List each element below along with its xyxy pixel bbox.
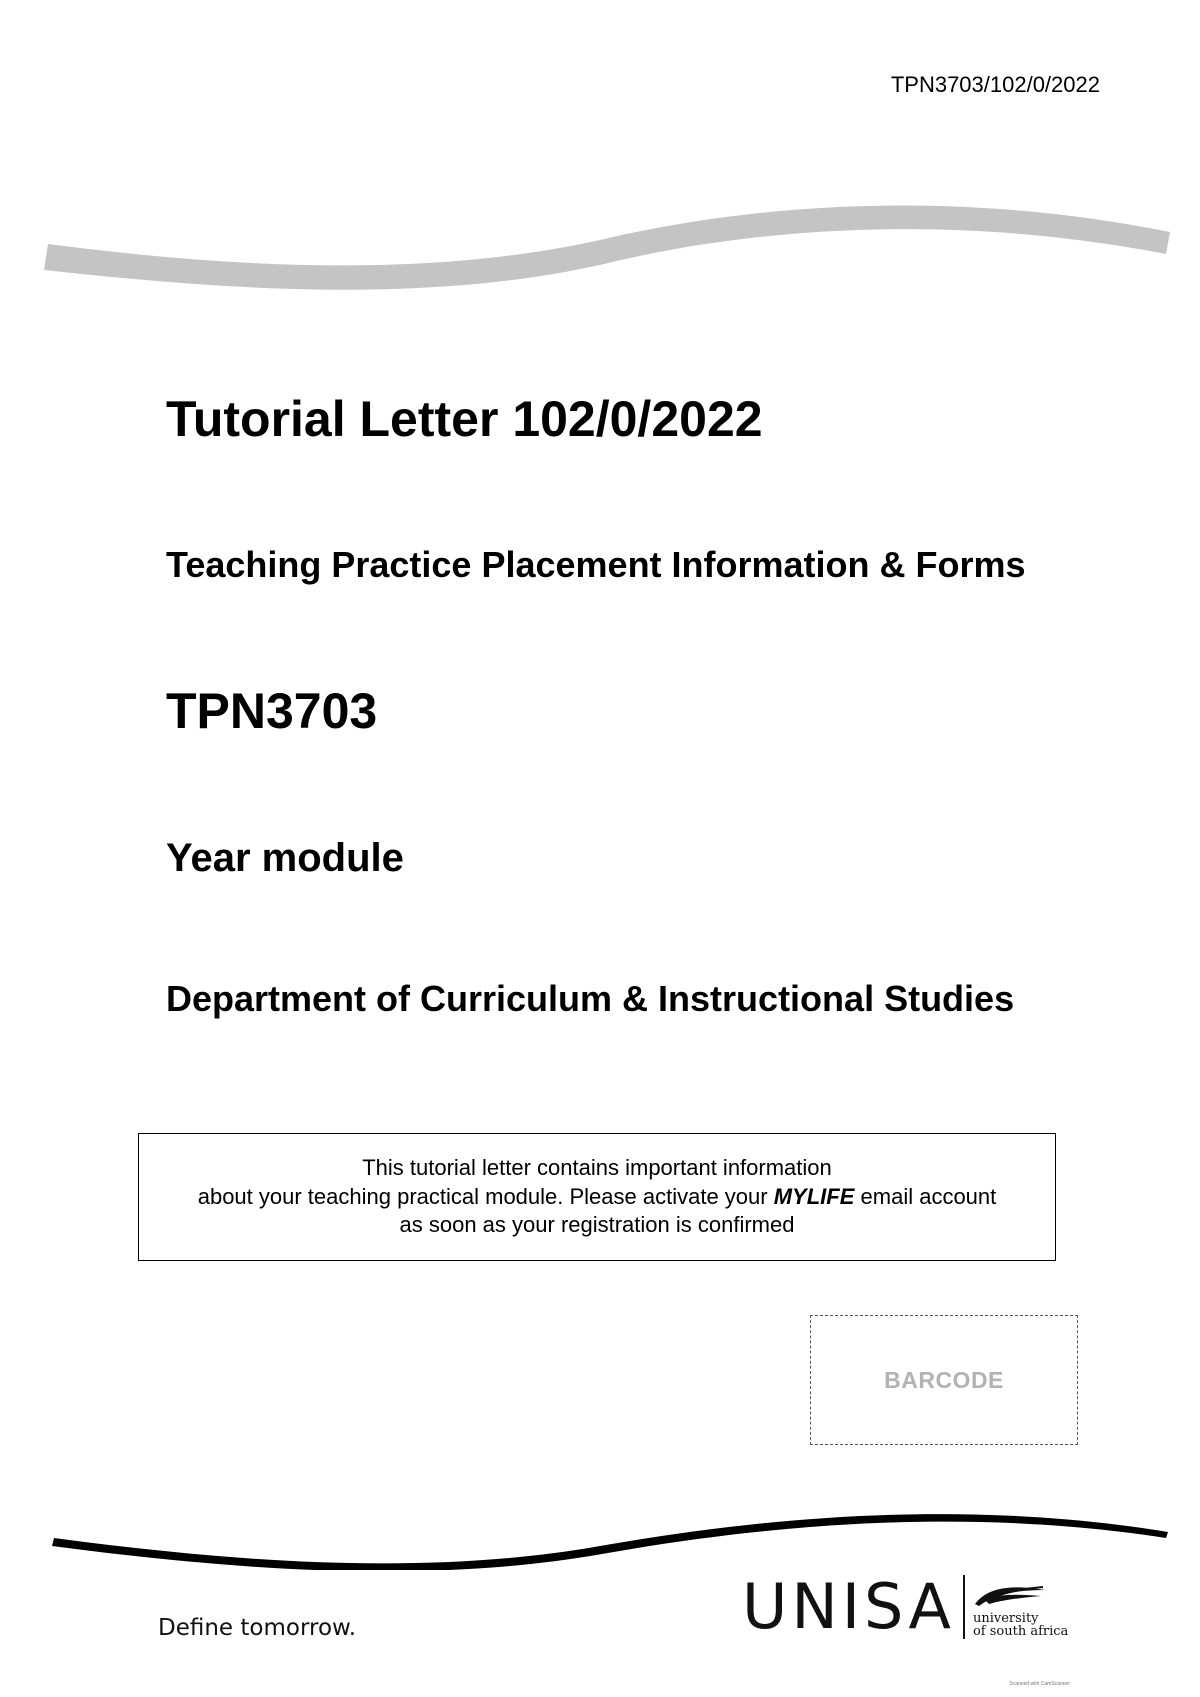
module-code: TPN3703	[166, 683, 378, 739]
module-type: Year module	[166, 836, 404, 880]
notice-line-3: as soon as your registration is confirmed	[399, 1212, 795, 1238]
logo-tagline-1: university	[972, 1610, 1039, 1626]
notice-line-2-start: about your teaching practical module. Please activate your	[197, 1183, 768, 1209]
bottom-black-swoosh	[0, 1480, 1200, 1570]
logo-divider	[963, 1575, 965, 1639]
notice-line-1: This tutorial letter contains important information	[362, 1155, 832, 1181]
top-grey-swoosh	[0, 170, 1200, 300]
reference-code: TPN3703/102/0/2022	[890, 72, 1100, 97]
scanner-watermark: Scanned with CamScanner	[1009, 1681, 1070, 1687]
unisa-wing-icon	[973, 1582, 1047, 1608]
notice-line-2	[198, 1183, 997, 1212]
logo-right-block	[973, 1575, 1068, 1639]
logo-tagline-2: of south africa	[972, 1624, 1069, 1640]
barcode-placeholder	[810, 1315, 1078, 1445]
mylife-emphasis: MYLIFE	[773, 1183, 855, 1209]
logo-wordmark: UNISA	[742, 1570, 955, 1643]
document-subtitle: Teaching Practice Placement Information & Forms	[166, 544, 1026, 585]
department-name: Department of Curriculum & Instructional Studies	[166, 978, 1015, 1019]
barcode-label: BARCODE	[884, 1366, 1004, 1393]
unisa-logo	[742, 1572, 1068, 1642]
footer-slogan: Define tomorrow.	[158, 1615, 357, 1641]
notice-line-2-end: email account	[860, 1183, 997, 1209]
notice-box	[138, 1133, 1056, 1261]
tutorial-letter-title: Tutorial Letter 102/0/2022	[166, 391, 763, 447]
